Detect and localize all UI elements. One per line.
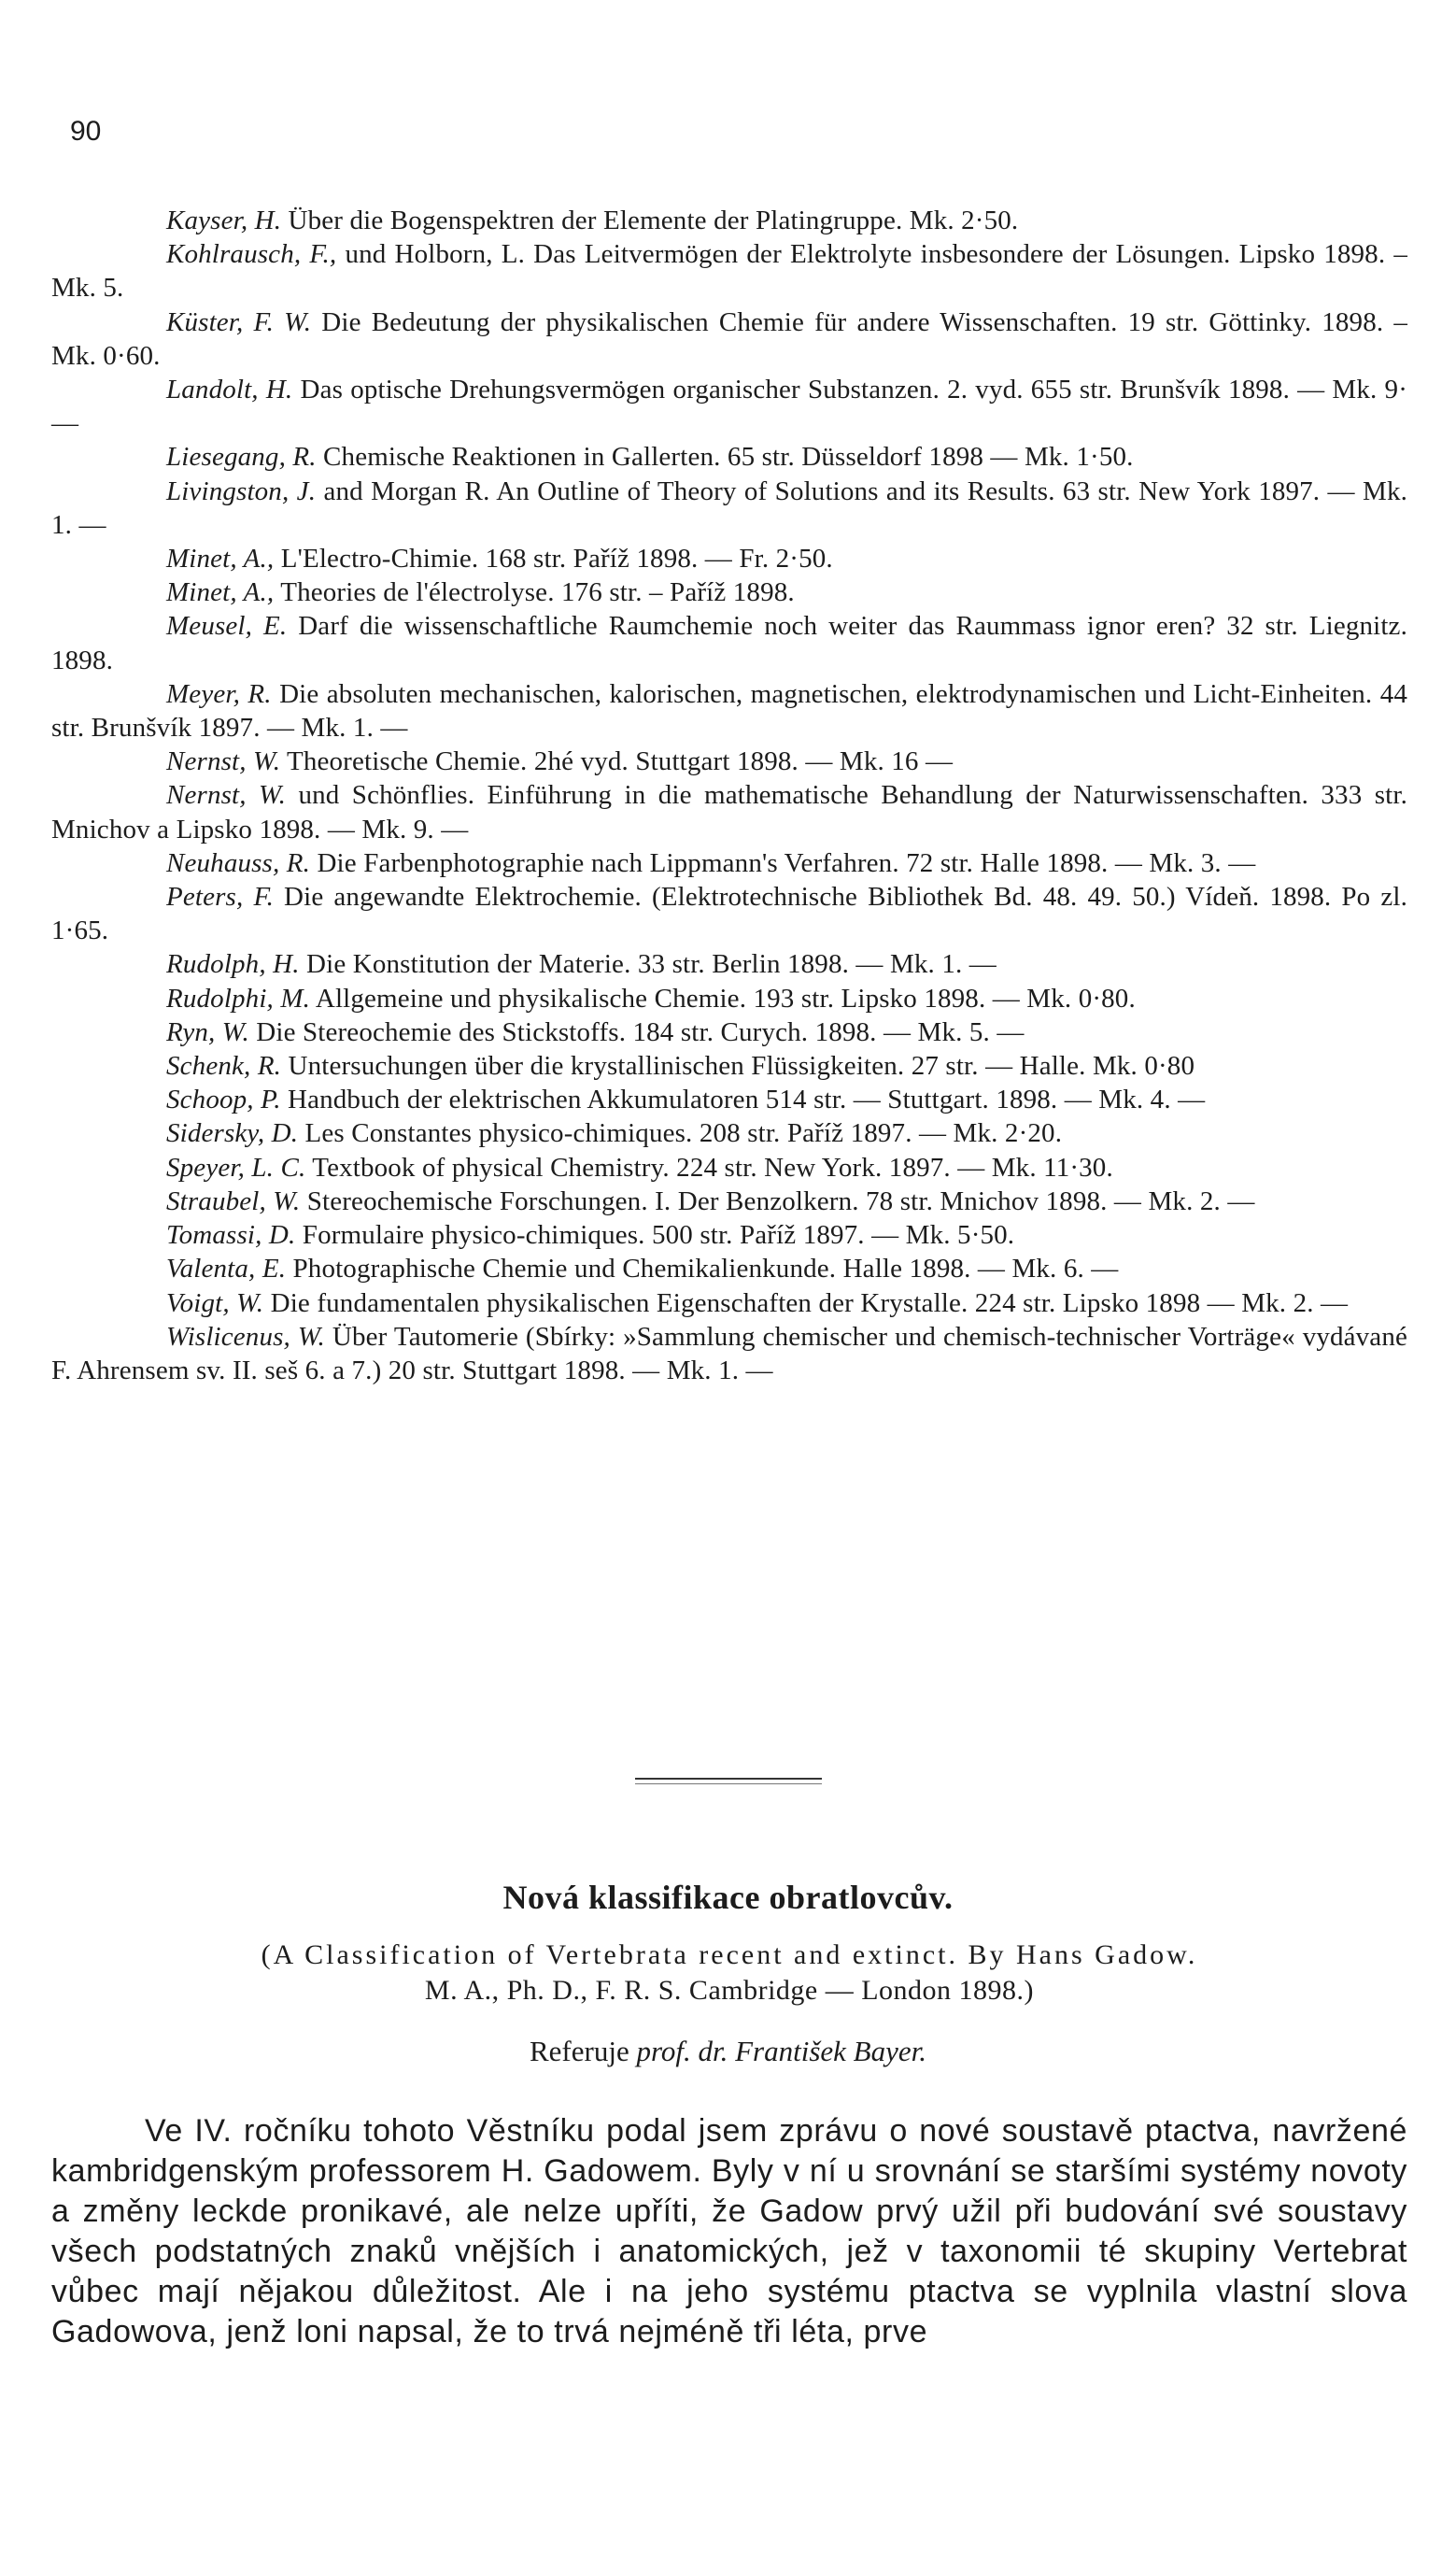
page-number: 90 bbox=[70, 116, 102, 147]
entry-text: Die fundamentalen physikalischen Eigenschaften der Krystalle. 224 str. Lipsko 1898 — Mk. 2. — bbox=[270, 1287, 1349, 1318]
entry-author: Straubel, W. bbox=[166, 1185, 301, 1216]
entry-author: Landolt, H. bbox=[166, 375, 293, 405]
bibliography-entry bbox=[51, 1252, 1407, 1285]
entry-author: Meyer, R. bbox=[166, 678, 272, 709]
entry-text: Stereochemische Forschungen. I. Der Benzolkern. 78 str. Mnichov 1898. — Mk. 2. — bbox=[306, 1185, 1255, 1216]
entry-author: Wislicenus, W. bbox=[166, 1321, 325, 1352]
bibliography-entry bbox=[51, 1015, 1407, 1049]
bibliography-entry bbox=[51, 440, 1407, 474]
bibliography-entry bbox=[51, 947, 1407, 981]
bibliography-entry bbox=[51, 1049, 1407, 1083]
entry-author: Voigt, W. bbox=[166, 1287, 264, 1318]
entry-text: Die Bedeutung der physikalischen Chemie für andere Wissenschaften. 19 str. Göttinky. 1898. – Mk. 0·60. bbox=[51, 306, 1407, 371]
bibliography-entry bbox=[51, 778, 1407, 845]
entry-text: Untersuchungen über die krystallinischen Flüssigkeiten. 27 str. — Halle. Mk. 0·80 bbox=[288, 1051, 1195, 1082]
entry-text: L'Electro-Chimie. 168 str. Paříž 1898. — Fr. 2·50. bbox=[280, 544, 833, 575]
bibliography-entry bbox=[51, 609, 1407, 676]
entry-text: Die absoluten mechanischen, kalorischen, magnetischen, elektrodynamischen und Licht-Einheiten. 44 str. Brunšvík 1897. — Mk. 1. — bbox=[51, 678, 1407, 744]
bibliography-entry bbox=[51, 1185, 1407, 1218]
article-subtitle bbox=[51, 1938, 1407, 2009]
entry-author: Schenk, R. bbox=[166, 1051, 282, 1082]
entry-text: Formulaire physico-chimiques. 500 str. Paříž 1897. — Mk. 5·50. bbox=[302, 1220, 1015, 1251]
bibliography-entry bbox=[51, 1218, 1407, 1252]
entry-author: Ryn, W. bbox=[166, 1016, 249, 1047]
bibliography-entry bbox=[51, 677, 1407, 745]
bibliography-entry bbox=[51, 1320, 1407, 1387]
entry-author: Minet, A., bbox=[166, 577, 275, 608]
entry-text: und Holborn, L. Das Leitvermögen der Elektrolyte insbesondere der Lösungen. Lipsko 1898. – Mk. 5. bbox=[51, 239, 1408, 304]
entry-author: Neuhauss, R. bbox=[166, 847, 311, 878]
bibliography-entry bbox=[51, 542, 1407, 575]
bibliography-entry bbox=[51, 880, 1407, 947]
bibliography-entry bbox=[51, 1116, 1407, 1150]
bibliography-entry bbox=[51, 237, 1407, 305]
entry-author: Rudolph, H. bbox=[166, 949, 300, 980]
entry-author: Valenta, E. bbox=[166, 1254, 287, 1285]
entry-text: Die Konstitution der Materie. 33 str. Berlin 1898. — Mk. 1. — bbox=[306, 949, 997, 980]
entry-text: Handbuch der elektrischen Akkumulatoren 514 str. — Stuttgart. 1898. — Mk. 4. — bbox=[288, 1085, 1206, 1115]
entry-author: Peters, F. bbox=[166, 882, 274, 913]
entry-author: Küster, F. W. bbox=[166, 306, 312, 337]
entry-author: Nernst, W. bbox=[166, 780, 287, 811]
bibliography-entry bbox=[51, 1083, 1407, 1116]
article-subtitle-line: (A Classification of Vertebrata recent and extinct. By Hans Gadow. bbox=[261, 1939, 1198, 1970]
entry-text: Das optische Drehungsvermögen organischer Substanzen. 2. vyd. 655 str. Brunšvík 1898. — Mk. 9·— bbox=[51, 375, 1408, 439]
entry-text: Theoretische Chemie. 2hé vyd. Stuttgart 1898. — Mk. 16 — bbox=[286, 746, 954, 777]
bibliography-entry bbox=[51, 475, 1407, 542]
article-title: Nová klassifikace obratlovcův. bbox=[502, 1879, 954, 1916]
referee-name: prof. dr. František Bayer. bbox=[636, 2035, 926, 2067]
entry-author: Nernst, W. bbox=[166, 746, 281, 777]
entry-text: and Morgan R. An Outline of Theory of Solutions and its Results. 63 str. New York 1897. — Mk. 1. — bbox=[51, 476, 1407, 540]
entry-text: Photographische Chemie und Chemikalienkunde. Halle 1898. — Mk. 6. — bbox=[292, 1254, 1119, 1285]
entry-text: Die angewandte Elektrochemie. (Elektrotechnische Bibliothek Bd. 48. 49. 50.) Vídeň. 1898. Po zl. 1·65. bbox=[51, 882, 1407, 946]
entry-author: Liesegang, R. bbox=[166, 442, 317, 473]
entry-author: Meusel, E. bbox=[166, 611, 288, 642]
bibliography-entry bbox=[51, 305, 1407, 373]
entry-author: Sidersky, D. bbox=[166, 1118, 299, 1149]
article-subtitle-line: M. A., Ph. D., F. R. S. Cambridge — London 1898.) bbox=[424, 1975, 1035, 2006]
bibliography-entry bbox=[51, 204, 1407, 237]
entry-text: Über Tautomerie (Sbírky: »Sammlung chemischer und chemisch-technischer Vorträge« vydávané F. Ahrensem sv. II. seš 6. a 7.) 20 str. Stuttgart 1898. — Mk. 1. — bbox=[51, 1321, 1408, 1385]
bibliography-entry bbox=[51, 575, 1407, 609]
section-divider bbox=[635, 1778, 822, 1780]
entry-text: Darf die wissenschaftliche Raumchemie noch weiter das Raummass ignor eren? 32 str. Liegnitz. 1898. bbox=[51, 611, 1407, 675]
entry-text: Textbook of physical Chemistry. 224 str. New York. 1897. — Mk. 11·30. bbox=[312, 1152, 1113, 1183]
bibliography-entry bbox=[51, 1286, 1407, 1320]
entry-text: Allgemeine und physikalische Chemie. 193 str. Lipsko 1898. — Mk. 0·80. bbox=[315, 983, 1136, 1014]
bibliography-entry bbox=[51, 982, 1407, 1015]
referee-prefix: Referuje bbox=[529, 2035, 629, 2067]
entry-author: Rudolphi, M. bbox=[166, 983, 311, 1014]
entry-author: Kohlrausch, F., bbox=[166, 239, 337, 270]
entry-text: Die Stereochemie des Stickstoffs. 184 str. Curych. 1898. — Mk. 5. — bbox=[256, 1016, 1025, 1047]
entry-text: und Schönflies. Einführung in die mathematische Behandlung der Naturwissenschaften. 333 str. Mnichov a Lipsko 1898. — Mk. 9. — bbox=[51, 780, 1407, 845]
entry-text: Les Constantes physico-chimiques. 208 str. Paříž 1897. — Mk. 2·20. bbox=[304, 1118, 1063, 1149]
entry-text: Theories de l'électrolyse. 176 str. – Paříž 1898. bbox=[280, 577, 795, 608]
entry-author: Tomassi, D. bbox=[166, 1220, 296, 1251]
article-referee bbox=[0, 2035, 1456, 2068]
bibliography-entry bbox=[51, 373, 1407, 440]
bibliography-entry bbox=[51, 745, 1407, 778]
entry-text: Die Farbenphotographie nach Lippmann's Verfahren. 72 str. Halle 1898. — Mk. 3. — bbox=[317, 847, 1256, 878]
entry-text: Chemische Reaktionen in Gallerten. 65 str. Düsseldorf 1898 — Mk. 1·50. bbox=[323, 442, 1134, 473]
article-body-paragraph: Ve IV. ročníku tohoto Věstníku podal jsem zprávu o nové soustavě ptactva, navržené kambridgenským professorem H. Gadowem. Byly v ní u srovnání se staršími systémy novoty a změny leckde pronikavé, ale nelze upříti, že Gadow prvý užil při budování své soustavy všech podstatných znaků vnějších i anatomických, jež v taxonomii té skupiny Vertebrat vůbec mají nějakou důležitost. Ale i na jeho systému ptactva se vyplnila vlastní slova Gadowova, jenž loni napsal, že to trvá nejméně tři léta, prve bbox=[51, 2113, 1407, 2349]
entry-author: Kayser, H. bbox=[166, 206, 282, 235]
bibliography-entry bbox=[51, 1151, 1407, 1185]
entry-author: Schoop, P. bbox=[166, 1085, 281, 1115]
entry-author: Speyer, L. C. bbox=[166, 1152, 306, 1183]
entry-author: Livingston, J. bbox=[166, 476, 317, 506]
entry-text: Über die Bogenspektren der Elemente der Platingruppe. Mk. 2·50. bbox=[288, 206, 1019, 235]
bibliography-entry bbox=[51, 846, 1407, 880]
entry-author: Minet, A., bbox=[166, 544, 275, 575]
bibliography-list bbox=[51, 204, 1407, 1387]
